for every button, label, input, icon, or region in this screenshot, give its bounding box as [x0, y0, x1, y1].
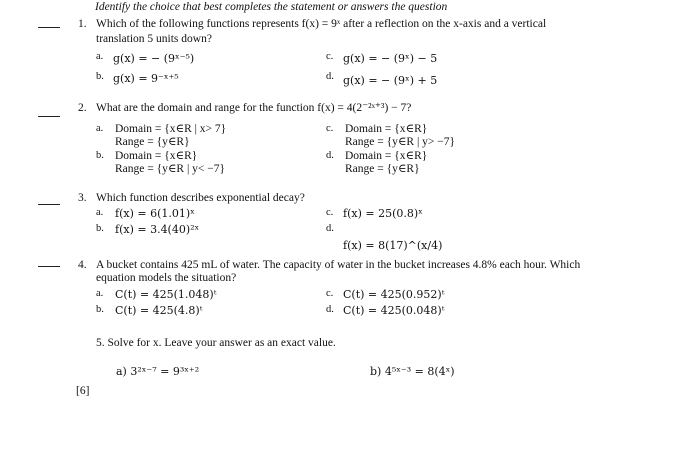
option-3b-text: f(x) = 3.4(40)²ˣ [115, 223, 200, 236]
option-2a-range: Range = {y∈R} [115, 136, 190, 148]
option-2a-domain: Domain = {x∈R | x> 7} [115, 123, 227, 135]
option-1b-text: g(x) = 9⁻ˣ⁺⁵ [113, 72, 179, 85]
option-3b-letter: b. [96, 223, 104, 234]
option-4d-text: C(t) = 425(0.048)ᵗ [343, 304, 445, 317]
question-3-stem: Which function describes exponential decay? [96, 192, 305, 204]
question-1-number: 1. [78, 18, 87, 30]
answer-blank-1[interactable] [38, 27, 60, 28]
option-1d-letter: d. [326, 71, 334, 82]
option-3c-text: f(x) = 25(0.8)ˣ [343, 207, 423, 220]
option-2d-range: Range = {y∈R} [345, 163, 420, 175]
question-1-stem: Which of the following functions represents f(x) = 9ˣ after a reflection on the x-axis and a vertical [96, 18, 547, 30]
answer-blank-2[interactable] [38, 116, 60, 117]
option-2c-range: Range = {y∈R | y> −7} [345, 136, 455, 148]
question-5b: b) 4⁵ˣ⁻³ = 8(4ˣ) [370, 365, 455, 378]
question-4-stem: A bucket contains 425 mL of water. The capacity of water in the bucket increases 4.8% each hour. Which [96, 259, 581, 271]
option-3a-letter: a. [96, 207, 104, 218]
option-1d-text: g(x) = − (9ˣ) + 5 [343, 74, 438, 87]
question-4-stem-cont: equation models the situation? [96, 272, 237, 284]
option-2a-letter: a. [96, 123, 104, 134]
option-1b-letter: b. [96, 71, 104, 82]
option-4c-text: C(t) = 425(0.952)ᵗ [343, 288, 445, 301]
option-2b-domain: Domain = {x∈R} [115, 150, 198, 162]
instruction-text: Identify the choice that best completes the statement or answers the question [95, 1, 448, 13]
option-3d-letter: d. [326, 223, 334, 234]
option-2b-range: Range = {y∈R | y< −7} [115, 163, 225, 175]
option-4a-letter: a. [96, 288, 104, 299]
option-2d-domain: Domain = {x∈R} [345, 150, 428, 162]
answer-blank-4[interactable] [38, 266, 60, 267]
option-3d-text: f(x) = 8(17)^(x/4) [343, 239, 443, 252]
option-1a-text: g(x) = − (9ˣ⁻⁵) [113, 52, 195, 65]
option-2b-letter: b. [96, 150, 104, 161]
option-4b-text: C(t) = 425(4.8)ᵗ [115, 304, 203, 317]
option-4b-letter: b. [96, 304, 104, 315]
answer-blank-3[interactable] [38, 204, 60, 205]
question-1-stem-cont: translation 5 units down? [96, 33, 212, 45]
option-1c-letter: c. [326, 51, 334, 62]
option-2c-letter: c. [326, 123, 334, 134]
question-5a: a) 3²ˣ⁻⁷ = 9³ˣ⁺² [116, 365, 200, 378]
question-3-number: 3. [78, 192, 87, 204]
option-1c-text: g(x) = − (9ˣ) − 5 [343, 52, 438, 65]
option-4c-letter: c. [326, 288, 334, 299]
option-3c-letter: c. [326, 207, 334, 218]
option-1a-letter: a. [96, 51, 104, 62]
option-4d-letter: d. [326, 304, 334, 315]
marks-indicator: [6] [76, 385, 90, 397]
question-5-stem: 5. Solve for x. Leave your answer as an exact value. [96, 337, 336, 349]
question-4-number: 4. [78, 259, 87, 271]
question-2-stem: What are the domain and range for the function f(x) = 4(2⁻²ˣ⁺³) − 7? [96, 102, 412, 114]
option-4a-text: C(t) = 425(1.048)ᵗ [115, 288, 217, 301]
option-3a-text: f(x) = 6(1.01)ˣ [115, 207, 195, 220]
option-2d-letter: d. [326, 150, 334, 161]
option-2c-domain: Domain = {x∈R} [345, 123, 428, 135]
question-2-number: 2. [78, 102, 87, 114]
